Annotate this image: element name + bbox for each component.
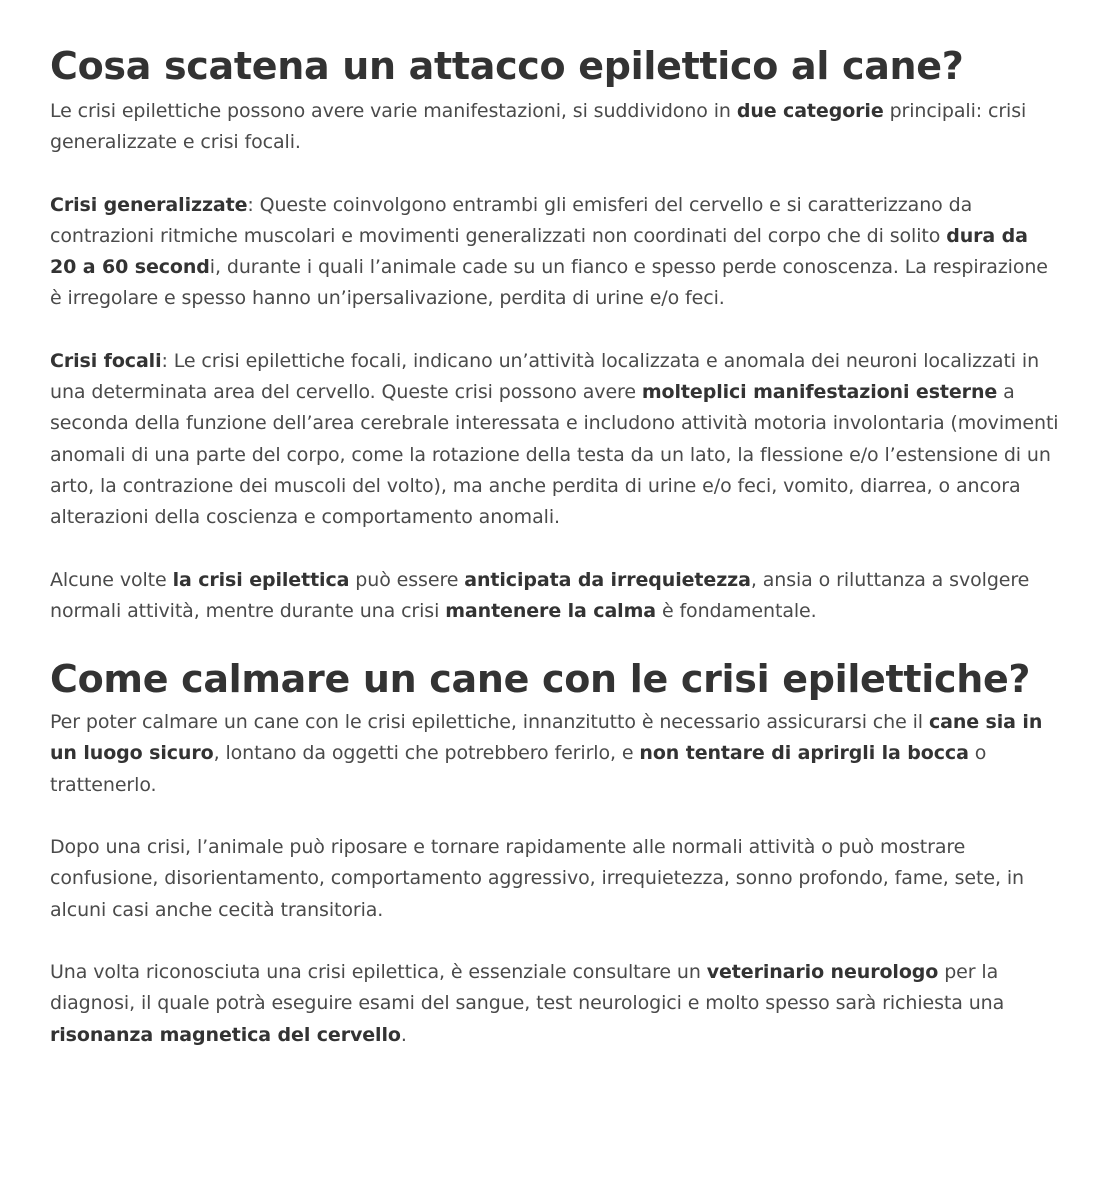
- bold-text: veterinario neurologo: [706, 960, 939, 983]
- text: può essere: [349, 568, 465, 591]
- bold-text: due categorie: [736, 100, 884, 122]
- text: principali: crisi generalizzate e crisi focali.: [50, 100, 1027, 154]
- text: , ansia o riluttanza a svolgere normali attività, mentre durante una crisi: [50, 568, 1030, 622]
- bold-text: Crisi generalizzate: [50, 193, 248, 216]
- bold-text: molteplici manifestazioni esterne: [641, 381, 998, 404]
- text: i, durante i quali l’animale cade su un fianco e spesso perde conoscenza. La respirazione è irregolare e spesso hanno un’ipersalivazione, perdita di urine e/o feci.: [50, 256, 1048, 310]
- bold-text: dura da 20 a 60 second: [50, 224, 1028, 279]
- section-heading: Come calmare un cane con le crisi epilettiche?: [50, 657, 1031, 702]
- bold-text: Crisi focali: [50, 349, 162, 372]
- section-epileptic-triggers: [50, 38, 1059, 627]
- bold-text: anticipata da irrequietezza: [464, 568, 751, 591]
- text: Per poter calmare un cane con le crisi epilettiche, innanzitutto è necessario assicurarsi che il: [50, 711, 929, 734]
- text: a seconda della funzione dell’area cerebrale interessata e includono attività motoria involontaria (movimenti anomali di una parte del corpo, come la rotazione della testa da un lato, la flessione e/o l’estensione di un arto, la contrazione dei muscoli del volto), ma anche perdita di urine e/o feci, vomito, diarrea, o ancora alterazioni della coscienza e comportamento anomali.: [50, 381, 1059, 529]
- paragraph-intro: [50, 96, 1059, 159]
- section-calming-dog: [50, 651, 1059, 1051]
- paragraph-focal-seizures: [50, 346, 1059, 534]
- text: Alcune volte: [50, 568, 173, 591]
- paragraph-generalized-seizures: [50, 190, 1059, 315]
- bold-text: la crisi epilettica: [172, 568, 350, 591]
- text: .: [400, 1023, 407, 1046]
- text: : Le crisi epilettiche focali, indicano un’attività localizzata e anomala dei neuroni localizzati in una determinata area del cervello. Queste crisi possono avere: [50, 349, 1040, 404]
- bold-text: non tentare di aprirgli la bocca: [639, 742, 969, 765]
- bold-text: cane sia in un luogo sicuro: [50, 711, 1043, 765]
- bold-text: mantenere la calma: [445, 599, 656, 622]
- paragraph-anticipation: [50, 565, 1059, 628]
- text: : Queste coinvolgono entrambi gli emisferi del cervello e si caratterizzano da contrazioni ritmiche muscolari e movimenti generalizzati non coordinati del corpo che di solito: [50, 193, 973, 247]
- text: Una volta riconosciuta una crisi epilettica, è essenziale consultare un: [50, 960, 707, 983]
- paragraph-safe-place: [50, 707, 1059, 801]
- text: o trattenerlo.: [50, 742, 987, 796]
- text: per la diagnosi, il quale potrà eseguire esami del sangue, test neurologici e molto spesso sarà richiesta una: [50, 960, 1005, 1015]
- text: Le crisi epilettiche possono avere varie manifestazioni, si suddividono in: [50, 100, 737, 122]
- text: Dopo una crisi, l’animale può riposare e tornare rapidamente alle normali attività o può mostrare confusione, disorientamento, comportamento aggressivo, irrequietezza, sonno profondo, fame, sete, in alcuni casi anche cecità transitoria.: [50, 836, 1024, 921]
- bold-text: risonanza magnetica del cervello: [50, 1023, 401, 1046]
- paragraph-veterinary: [50, 957, 1059, 1051]
- text: è fondamentale.: [656, 599, 817, 622]
- paragraph-after-crisis: [50, 832, 1059, 926]
- text: , lontano da oggetti che potrebbero ferirlo, e: [213, 742, 640, 765]
- section-heading: Cosa scatena un attacco epilettico al cane?: [50, 44, 964, 88]
